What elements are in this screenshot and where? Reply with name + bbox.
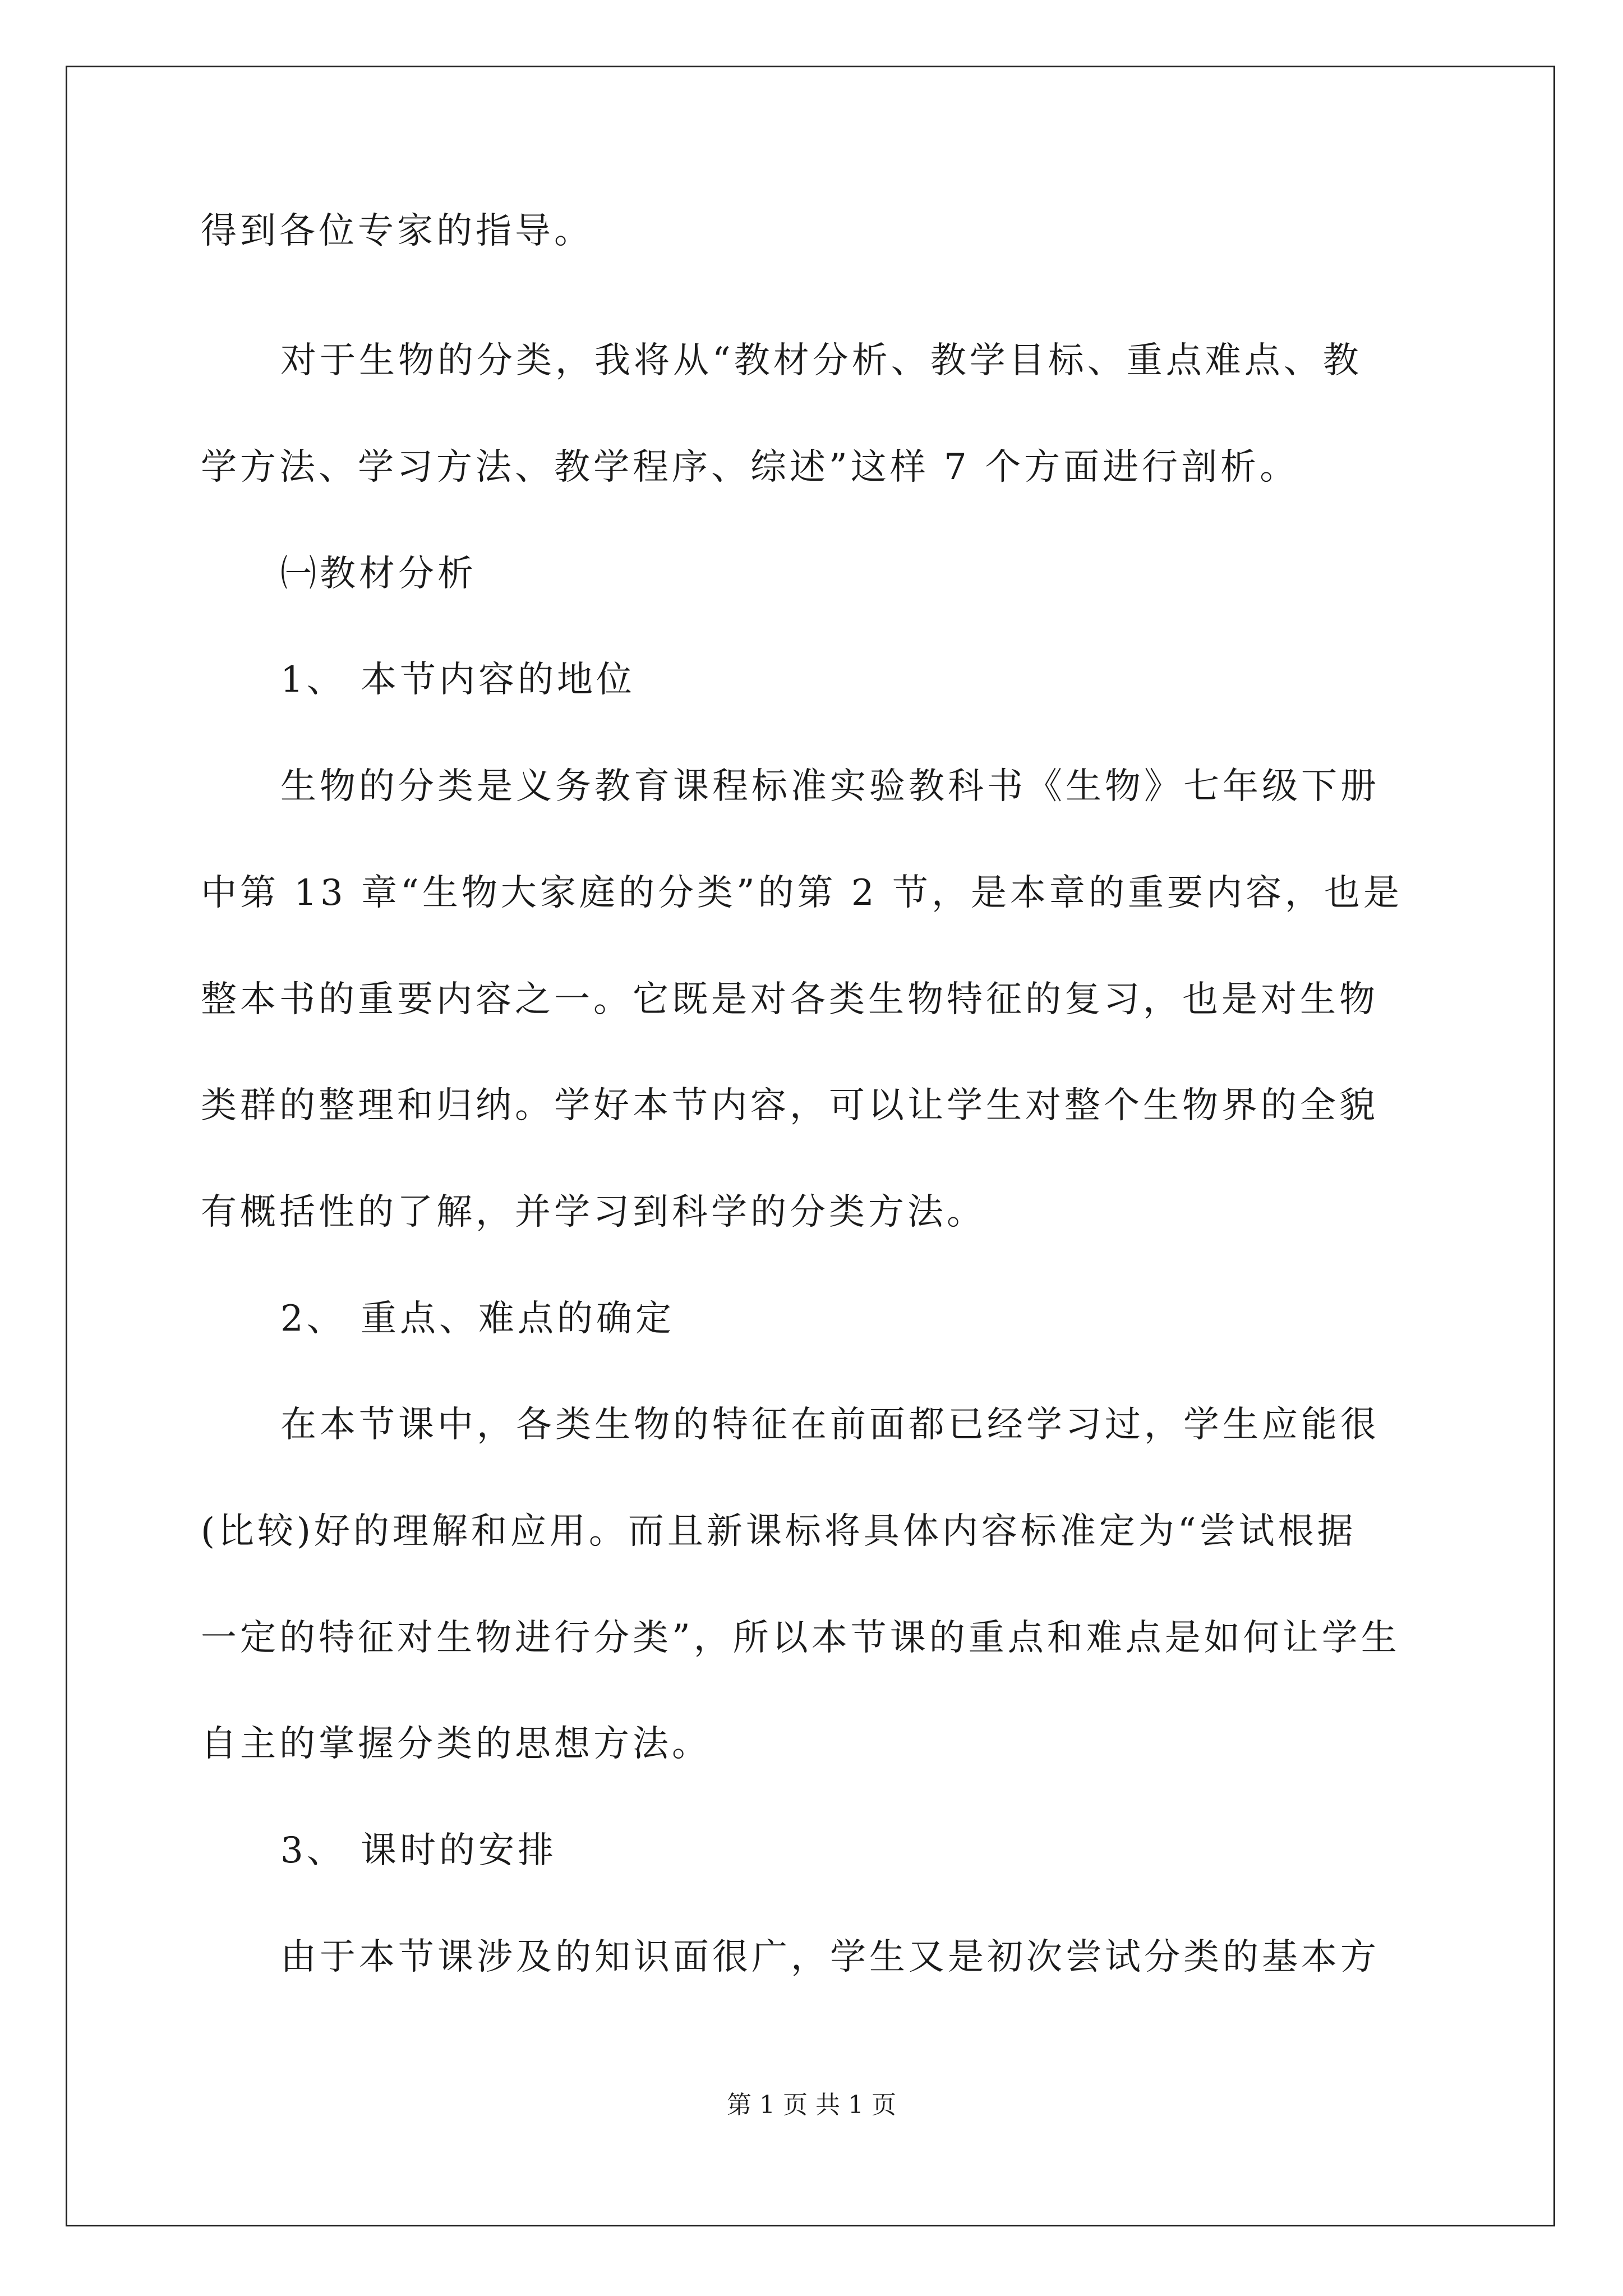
section-heading: ㈠教材分析 <box>280 553 477 595</box>
paragraph-line: 自主的掌握分类的思想方法。 <box>201 1723 711 1765</box>
subsection-heading: 1、 本节内容的地位 <box>280 659 636 701</box>
paragraph-line: (比较)好的理解和应用。而且新课标将具体内容标准定为“尝试根据 <box>201 1511 1357 1552</box>
page-footer: 第 1 页 共 1 页 <box>727 2091 896 2119</box>
paragraph-line: 类群的整理和归纳。学好本节内容，可以让学生对整个生物界的全貌 <box>201 1085 1378 1126</box>
paragraph-line: 中第 13 章“生物大家庭的分类”的第 2 节，是本章的重要内容，也是 <box>201 872 1403 914</box>
paragraph-line: 学方法、学习方法、教学程序、综述”这样 7 个方面进行剖析。 <box>201 447 1299 488</box>
paragraph-line: 生物的分类是义务教育课程标准实验教科书《生物》七年级下册 <box>280 766 1380 807</box>
paragraph-line: 对于生物的分类，我将从“教材分析、教学目标、重点难点、教 <box>280 340 1362 381</box>
paragraph-line: 整本书的重要内容之一。它既是对各类生物特征的复习，也是对生物 <box>201 979 1378 1020</box>
page-border <box>66 66 1555 2226</box>
subsection-heading: 2、 重点、难点的确定 <box>280 1298 675 1340</box>
subsection-heading: 3、 课时的安排 <box>280 1830 557 1871</box>
paragraph-line: 得到各位专家的指导。 <box>201 210 593 252</box>
paragraph-line: 有概括性的了解，并学习到科学的分类方法。 <box>201 1191 986 1233</box>
paragraph-line: 一定的特征对生物进行分类”，所以本节课的重点和难点是如何让学生 <box>201 1617 1400 1659</box>
paragraph-line: 在本节课中，各类生物的特征在前面都已经学习过，学生应能很 <box>280 1404 1380 1446</box>
paragraph-line: 由于本节课涉及的知识面很广，学生又是初次尝试分类的基本方 <box>280 1936 1380 1978</box>
